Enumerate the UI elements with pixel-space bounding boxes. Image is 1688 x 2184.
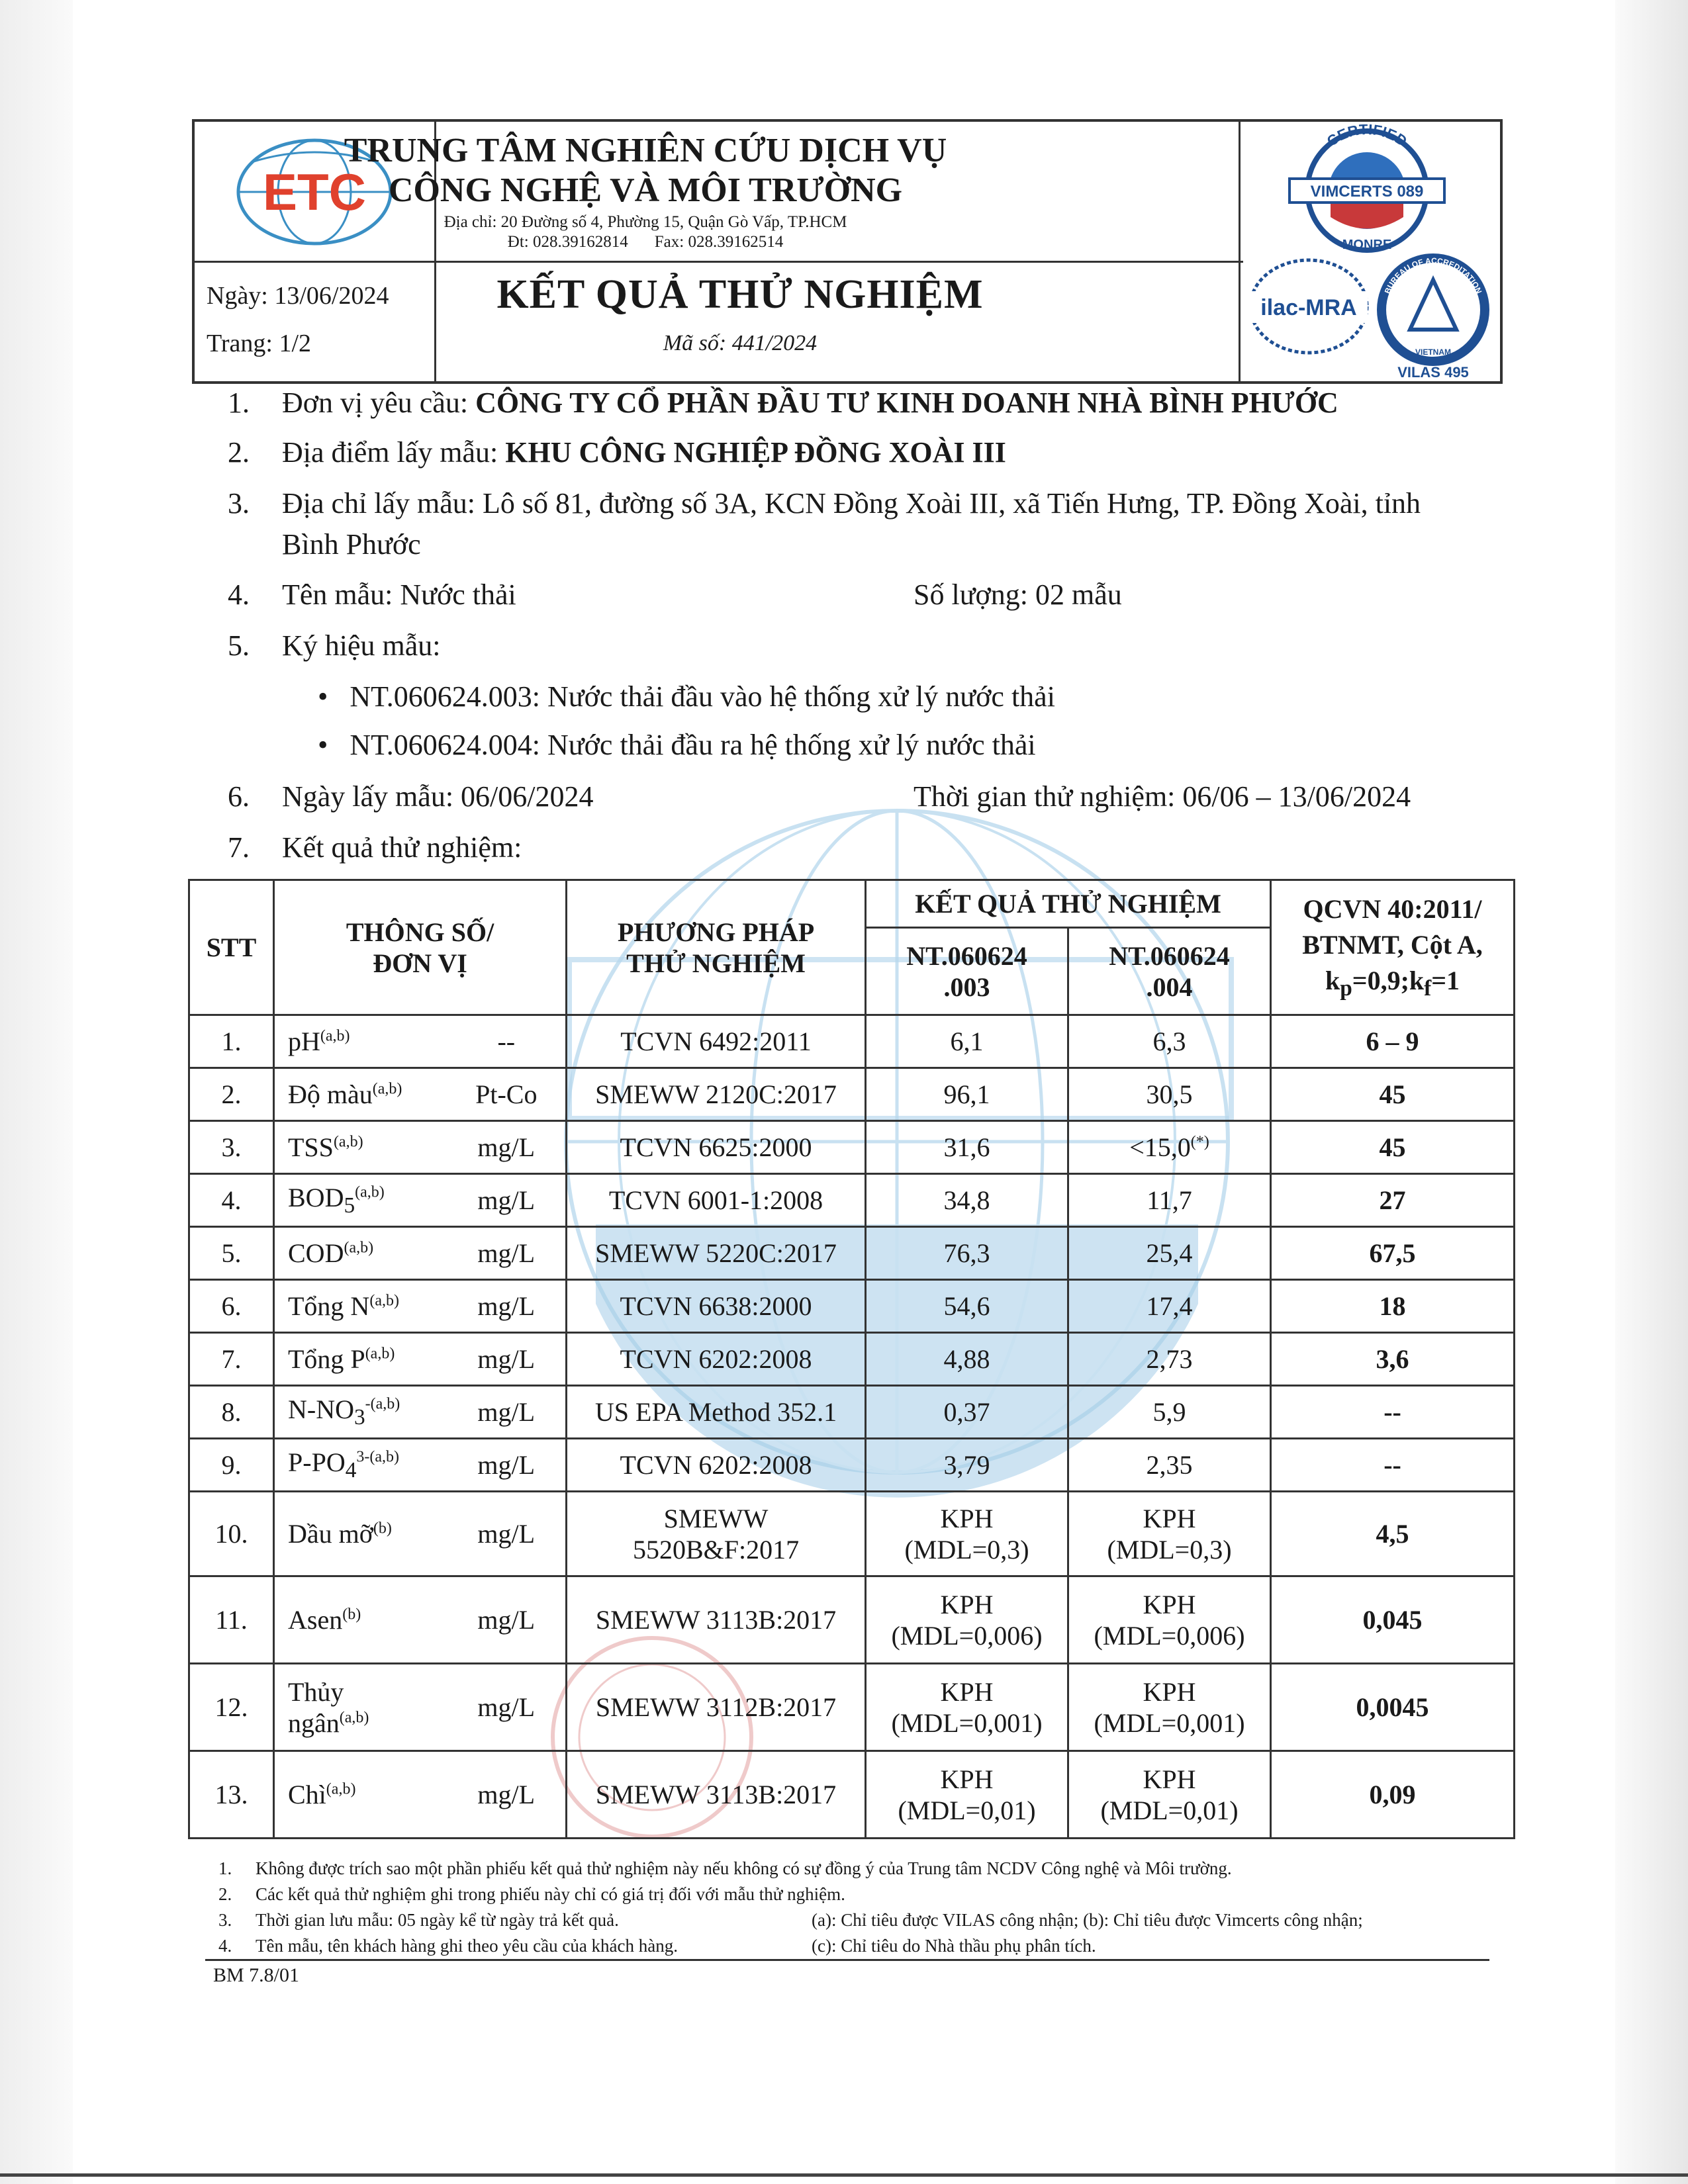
cell-limit: 0,045 [1271, 1576, 1515, 1664]
cell-method: TCVN 6001-1:2008 [567, 1174, 866, 1227]
form-code: BM 7.8/01 [213, 1964, 300, 1986]
col-header-parameter-l2: ĐƠN VỊ [373, 948, 467, 978]
info-num: 5. [228, 629, 250, 662]
table-row [189, 1664, 1515, 1751]
cell-method: SMEWW 2120C:2017 [567, 1068, 866, 1121]
cell-result-004: 25,4 [1068, 1227, 1271, 1280]
info-bullet-text: NT.060624.004: Nước thải đầu ra hệ thống xử lý nước thải [350, 729, 1036, 761]
cell-unit: mg/L [447, 1121, 567, 1174]
cell-stt: 4. [189, 1174, 274, 1227]
cell-method: SMEWW 3112B:2017 [567, 1664, 866, 1751]
table-row [189, 1015, 1515, 1068]
col-header-method-l2: THỬ NGHIỆM [626, 948, 806, 978]
svg-text:MONRE: MONRE [1342, 238, 1392, 252]
info-item-2 [228, 435, 1006, 471]
cell-parameter: pH$^{(a,b)}$ [274, 1015, 447, 1068]
info-item-7 [228, 831, 522, 866]
cell-result-003: 34,8 [866, 1174, 1068, 1227]
cell-limit: 45 [1271, 1121, 1515, 1174]
cell-unit: mg/L [447, 1439, 567, 1492]
cell-stt: 13. [189, 1751, 274, 1839]
org-phone: Đt: 028.39162814 [507, 233, 628, 251]
org-contact [240, 233, 1051, 251]
col-header-sample-004: NT.060624 .004 [1068, 928, 1271, 1015]
cell-result-003: 3,79 [866, 1439, 1068, 1492]
info-sample-count: Số lượng: 02 mẫu [914, 578, 1122, 611]
cell-parameter: Độ màu$^{(a,b)}$ [274, 1068, 447, 1121]
cell-method: TCVN 6638:2000 [567, 1280, 866, 1333]
cell-result-004: 6,3 [1068, 1015, 1271, 1068]
col-header-sample-003: NT.060624 .003 [866, 928, 1068, 1015]
cell-result-004: KPH (MDL=0,01) [1068, 1751, 1271, 1839]
cell-stt: 11. [189, 1576, 274, 1664]
info-item-3 [228, 486, 1421, 522]
cell-parameter: $N-NO_3^{-(a,b)}$ [274, 1386, 447, 1439]
info-label: Ký hiệu mẫu: [282, 629, 441, 662]
cell-parameter: Asen$^{(b)}$ [274, 1576, 447, 1664]
cell-result-003: 31,6 [866, 1121, 1068, 1174]
cell-limit: 67,5 [1271, 1227, 1515, 1280]
cell-result-003: KPH (MDL=0,001) [866, 1664, 1068, 1751]
cell-result-003: 6,1 [866, 1015, 1068, 1068]
cell-limit: 3,6 [1271, 1333, 1515, 1386]
ilac-mra-badge [1244, 250, 1374, 363]
org-name-line2: CÔNG NGHỆ VÀ MÔI TRƯỜNG [388, 171, 903, 209]
col-header-parameter [274, 880, 567, 1015]
org-fax: Fax: 028.39162514 [654, 233, 784, 251]
org-address: Địa chỉ: 20 Đường số 4, Phường 15, Quận Gò Vấp, TP.HCM [444, 213, 847, 231]
info-test-period: Thời gian thử nghiệm: 06/06 – 13/06/2024 [914, 780, 1411, 813]
cell-method: SMEWW 3113B:2017 [567, 1576, 866, 1664]
footnote-4: 4. Tên mẫu, tên khách hàng ghi theo yêu cầu của khách hàng. (c): Chỉ tiêu do Nhà thầu phụ phân tích. [218, 1936, 1096, 1956]
col-header-parameter-l1: THÔNG SỐ/ [346, 917, 494, 947]
info-num: 7. [228, 831, 250, 864]
cell-result-004: KPH (MDL=0,006) [1068, 1576, 1271, 1664]
info-num: 2. [228, 436, 250, 469]
info-value: CÔNG TY CỔ PHẦN ĐẦU TƯ KINH DOANH NHÀ BÌNH PHƯỚC [475, 387, 1338, 419]
cell-limit: 0,09 [1271, 1751, 1515, 1839]
cell-method: SMEWW 5520B&F:2017 [567, 1492, 866, 1576]
footnote-1: 1. Không được trích sao một phần phiếu kết quả thử nghiệm này nếu không có sự đồng ý của Trung tâm NCDV Công nghệ và Môi trường. [218, 1858, 1232, 1878]
col-header-limit-l2: BTNMT, Cột A, [1302, 929, 1483, 960]
cell-parameter: Tổng N$^{(a,b)}$ [274, 1280, 447, 1333]
cell-parameter: Thủy ngân$^{(a,b)}$ [274, 1664, 447, 1751]
col-header-limit-l1: QCVN 40:2011/ [1303, 893, 1482, 924]
cell-result-003: 54,6 [866, 1280, 1068, 1333]
cell-result-004: 2,35 [1068, 1439, 1271, 1492]
col-header-result: KẾT QUẢ THỬ NGHIỆM [866, 880, 1271, 928]
col-header-method [567, 880, 866, 1015]
cell-result-003: KPH (MDL=0,006) [866, 1576, 1068, 1664]
cell-method: SMEWW 5220C:2017 [567, 1227, 866, 1280]
cell-stt: 6. [189, 1280, 274, 1333]
info-item-1 [228, 386, 1338, 421]
cell-unit: Pt-Co [447, 1068, 567, 1121]
svg-text:ETC: ETC [263, 163, 366, 221]
info-value: KHU CÔNG NGHIỆP ĐỒNG XOÀI III [505, 436, 1006, 469]
cell-method: TCVN 6202:2008 [567, 1439, 866, 1492]
cell-limit: 0,0045 [1271, 1664, 1515, 1751]
cell-result-003: KPH (MDL=0,01) [866, 1751, 1068, 1839]
cell-unit: mg/L [447, 1280, 567, 1333]
vimcerts-badge [1284, 124, 1450, 257]
cell-result-004: 5,9 [1068, 1386, 1271, 1439]
cell-method: US EPA Method 352.1 [567, 1386, 866, 1439]
info-label: Kết quả thử nghiệm: [282, 831, 522, 864]
results-table [188, 879, 1515, 1839]
cell-result-003: KPH (MDL=0,3) [866, 1492, 1068, 1576]
table-row [189, 1492, 1515, 1576]
svg-text:CERTIFIED: CERTIFIED [1323, 124, 1411, 150]
cell-parameter: TSS$^{(a,b)}$ [274, 1121, 447, 1174]
footnote-2: 2. Các kết quả thử nghiệm ghi trong phiếu này chỉ có giá trị đối với mẫu thử nghiệm. [218, 1884, 845, 1904]
report-page: Trang: 1/2 [207, 330, 312, 357]
info-bullet-1: • NT.060624.003: Nước thải đầu vào hệ thống xử lý nước thải [318, 680, 1055, 713]
cell-stt: 10. [189, 1492, 274, 1576]
cell-parameter: Dầu mỡ$^{(b)}$ [274, 1492, 447, 1576]
cell-stt: 9. [189, 1439, 274, 1492]
col-header-limit-l3: $k_p=0,9;k_f=1$ [1325, 965, 1460, 1001]
info-item-5 [228, 629, 441, 664]
cell-parameter: $BOD_5^{(a,b)}$ [274, 1174, 447, 1227]
cell-result-004: 30,5 [1068, 1068, 1271, 1121]
cell-stt: 5. [189, 1227, 274, 1280]
table-row [189, 1576, 1515, 1664]
footnotes [218, 1856, 1476, 1959]
cell-result-004: <15,0(*) [1068, 1121, 1271, 1174]
cell-method: TCVN 6202:2008 [567, 1333, 866, 1386]
info-item-4 [228, 578, 516, 613]
svg-text:VILAS 495: VILAS 495 [1397, 364, 1469, 381]
table-row [189, 1386, 1515, 1439]
info-num: 6. [228, 780, 250, 813]
cell-limit: 18 [1271, 1280, 1515, 1333]
report-date: Ngày: 13/06/2024 [207, 282, 389, 310]
table-row [189, 1068, 1515, 1121]
info-num: 1. [228, 387, 250, 419]
col-header-stt: STT [189, 880, 274, 1015]
scan-edge-right [1615, 0, 1688, 2184]
cell-method: TCVN 6492:2011 [567, 1015, 866, 1068]
cell-limit: 45 [1271, 1068, 1515, 1121]
cell-unit: mg/L [447, 1333, 567, 1386]
table-row [189, 1333, 1515, 1386]
cell-limit: -- [1271, 1439, 1515, 1492]
cell-result-004: 17,4 [1068, 1280, 1271, 1333]
cell-unit: -- [447, 1015, 567, 1068]
header-divider [195, 261, 1243, 263]
scan-edge-left [0, 0, 73, 2184]
cell-stt: 8. [189, 1386, 274, 1439]
cell-method: SMEWW 3113B:2017 [567, 1751, 866, 1839]
col-header-method-l1: PHƯƠNG PHÁP [617, 917, 815, 947]
cell-parameter: Chì$^{(a,b)}$ [274, 1751, 447, 1839]
svg-text:ilac-MRA: ilac-MRA [1260, 295, 1357, 320]
cell-limit: 27 [1271, 1174, 1515, 1227]
footnote-3: 3. Thời gian lưu mẫu: 05 ngày kể từ ngày trả kết quả. (a): Chỉ tiêu được VILAS công nhận; (b): Chỉ tiêu được Vimcerts công nhận; [218, 1910, 1363, 1930]
cell-unit: mg/L [447, 1174, 567, 1227]
svg-text:BUREAU OF ACCREDITATION: BUREAU OF ACCREDITATION [1382, 255, 1484, 295]
report-code: Mã số: 441/2024 [663, 331, 818, 355]
info-label: Địa điểm lấy mẫu: [282, 436, 506, 469]
cell-stt: 2. [189, 1068, 274, 1121]
cell-unit: mg/L [447, 1576, 567, 1664]
info-bullet-text: NT.060624.003: Nước thải đầu vào hệ thống xử lý nước thải [350, 680, 1055, 713]
cell-parameter: $P-PO_4^{3-(a,b)}$ [274, 1439, 447, 1492]
table-row [189, 1439, 1515, 1492]
cell-result-003: 0,37 [866, 1386, 1068, 1439]
cell-unit: mg/L [447, 1386, 567, 1439]
info-item-6 [228, 780, 594, 815]
svg-text:VIMCERTS 089: VIMCERTS 089 [1310, 183, 1424, 201]
cell-result-004: 11,7 [1068, 1174, 1271, 1227]
cell-result-003: 96,1 [866, 1068, 1068, 1121]
table-row [189, 1751, 1515, 1839]
cell-limit: 4,5 [1271, 1492, 1515, 1576]
table-row [189, 1121, 1515, 1174]
col-header-limit [1271, 880, 1515, 1015]
info-bullet-2: • NT.060624.004: Nước thải đầu ra hệ thống xử lý nước thải [318, 729, 1036, 761]
boa-vilas-badge [1374, 250, 1493, 383]
info-label: Tên mẫu: Nước thải [282, 578, 516, 611]
cell-result-004: KPH (MDL=0,001) [1068, 1664, 1271, 1751]
cell-unit: mg/L [447, 1492, 567, 1576]
cell-unit: mg/L [447, 1751, 567, 1839]
report-title: KẾT QUẢ THỬ NGHIỆM [496, 272, 984, 317]
table-row [189, 1174, 1515, 1227]
info-label: Ngày lấy mẫu: 06/06/2024 [282, 780, 594, 813]
info-label: Địa chỉ lấy mẫu: Lô số 81, đường số 3A, KCN Đồng Xoài III, xã Tiến Hưng, TP. Đồng Xoài, tỉnh [282, 487, 1421, 520]
cell-parameter: Tổng P$^{(a,b)}$ [274, 1333, 447, 1386]
cell-result-004: 2,73 [1068, 1333, 1271, 1386]
scan-bottom-edge [0, 2173, 1688, 2177]
table-row [189, 1227, 1515, 1280]
info-num: 4. [228, 578, 250, 611]
table-row [189, 1280, 1515, 1333]
cell-method: TCVN 6625:2000 [567, 1121, 866, 1174]
cell-stt: 12. [189, 1664, 274, 1751]
cell-parameter: COD$^{(a,b)}$ [274, 1227, 447, 1280]
info-num: 3. [228, 487, 250, 520]
cell-unit: mg/L [447, 1664, 567, 1751]
cell-limit: -- [1271, 1386, 1515, 1439]
cell-unit: mg/L [447, 1227, 567, 1280]
cell-result-004: KPH (MDL=0,3) [1068, 1492, 1271, 1576]
cell-result-003: 4,88 [866, 1333, 1068, 1386]
svg-text:VIETNAM: VIETNAM [1415, 347, 1451, 357]
info-item-3-cont: Bình Phước [282, 528, 421, 561]
cell-stt: 1. [189, 1015, 274, 1068]
cell-limit: 6 – 9 [1271, 1015, 1515, 1068]
cell-stt: 3. [189, 1121, 274, 1174]
cell-result-003: 76,3 [866, 1227, 1068, 1280]
cell-stt: 7. [189, 1333, 274, 1386]
footer-divider [205, 1959, 1489, 1961]
org-name-line1: TRUNG TÂM NGHIÊN CỨU DỊCH VỤ [344, 132, 947, 169]
info-label: Đơn vị yêu cầu: [282, 387, 476, 419]
